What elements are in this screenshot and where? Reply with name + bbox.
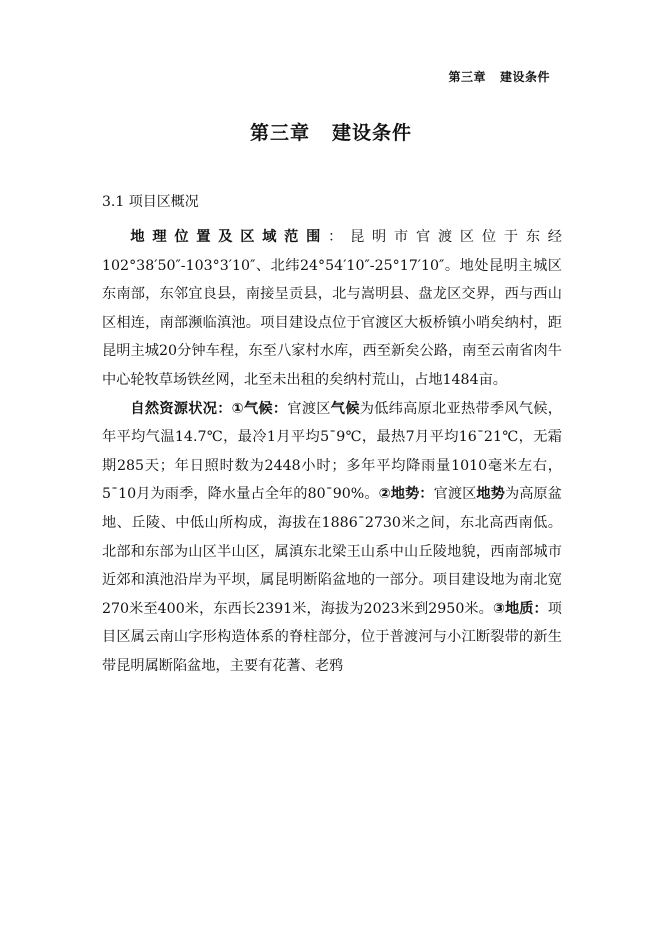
climate-colon: ：: [272, 400, 288, 417]
climate-label: ①气候: [231, 400, 273, 417]
running-header-title: 建设条件: [499, 70, 550, 84]
terrain-label: ②地势: [378, 486, 420, 503]
paragraph-resources-label: 自然资源状况: [130, 400, 218, 417]
paragraph-natural-resources: [102, 395, 562, 681]
paragraph-location-text: ：昆明市官渡区位于东经102°38′50″-103°3′10″、北纬24°54′10″-25°17′10″。地处昆明主城区东南部，东邻宜良县，南接呈贡县，北与嵩明县、盘龙区交界，西与西山区相连，南部濒临滇池。项目建设点位于官渡区大板桥镇小哨矣纳村，距昆明主城20分钟车程，东至八家村水库，西至新矣公路，南至云南省肉牛中心轮牧草场铁丝网，北至未出租的矣纳村荒山，占地1484亩。: [102, 229, 562, 388]
paragraph-location: [102, 223, 562, 395]
paragraph-location-label: 地理位置及区域范围: [130, 229, 329, 245]
chapter-title-text: 建设条件: [332, 122, 413, 144]
geology-label: ③地质: [492, 600, 534, 617]
chapter-title: [0, 118, 662, 145]
chapter-title-number: 第三章: [249, 122, 310, 144]
terrain-keyword: 地势: [476, 486, 505, 503]
climate-text: 为低纬高原北亚热带季风气候，年平均气温14.7℃，最冷1月平均5¯9℃，最热7月平均16¯21℃，无霜期285天；年日照时数为2448小时；多年平均降雨量1010毫米左右，5¯10月为雨季，降水量占全年的80¯90%。: [102, 400, 562, 503]
running-header: [448, 68, 550, 85]
terrain-text: 为高原盆地、丘陵、中低山所构成，海拔在1886¯2730米之间，东北高西南低。北部和东部为山区半山区，属滇东北梁王山系中山丘陵地貌，西南部城市近郊和滇池沿岸为平坝，属昆明断陷盆地的一部分。项目建设地为南北宽270米至400米，东西长2391米，海拔为2023米到2950米。: [102, 486, 562, 617]
terrain-colon: ：: [419, 486, 434, 503]
paragraph-resources-colon: ：: [217, 400, 232, 417]
terrain-prefix: 官渡区: [433, 486, 477, 503]
section-heading: 3.1 项目区概况: [102, 194, 199, 210]
climate-keyword: 气候: [330, 400, 360, 417]
climate-prefix: 官渡区: [287, 400, 331, 417]
geology-text: 项目区属云南山字形构造体系的脊柱部分，位于普渡河与小江断裂带的新生带昆明属断陷盆地，主要有花蓍、老鸦: [102, 600, 562, 674]
geology-colon: ：: [533, 600, 548, 617]
running-header-chapter: 第三章: [448, 70, 486, 84]
body-text: [102, 223, 562, 681]
